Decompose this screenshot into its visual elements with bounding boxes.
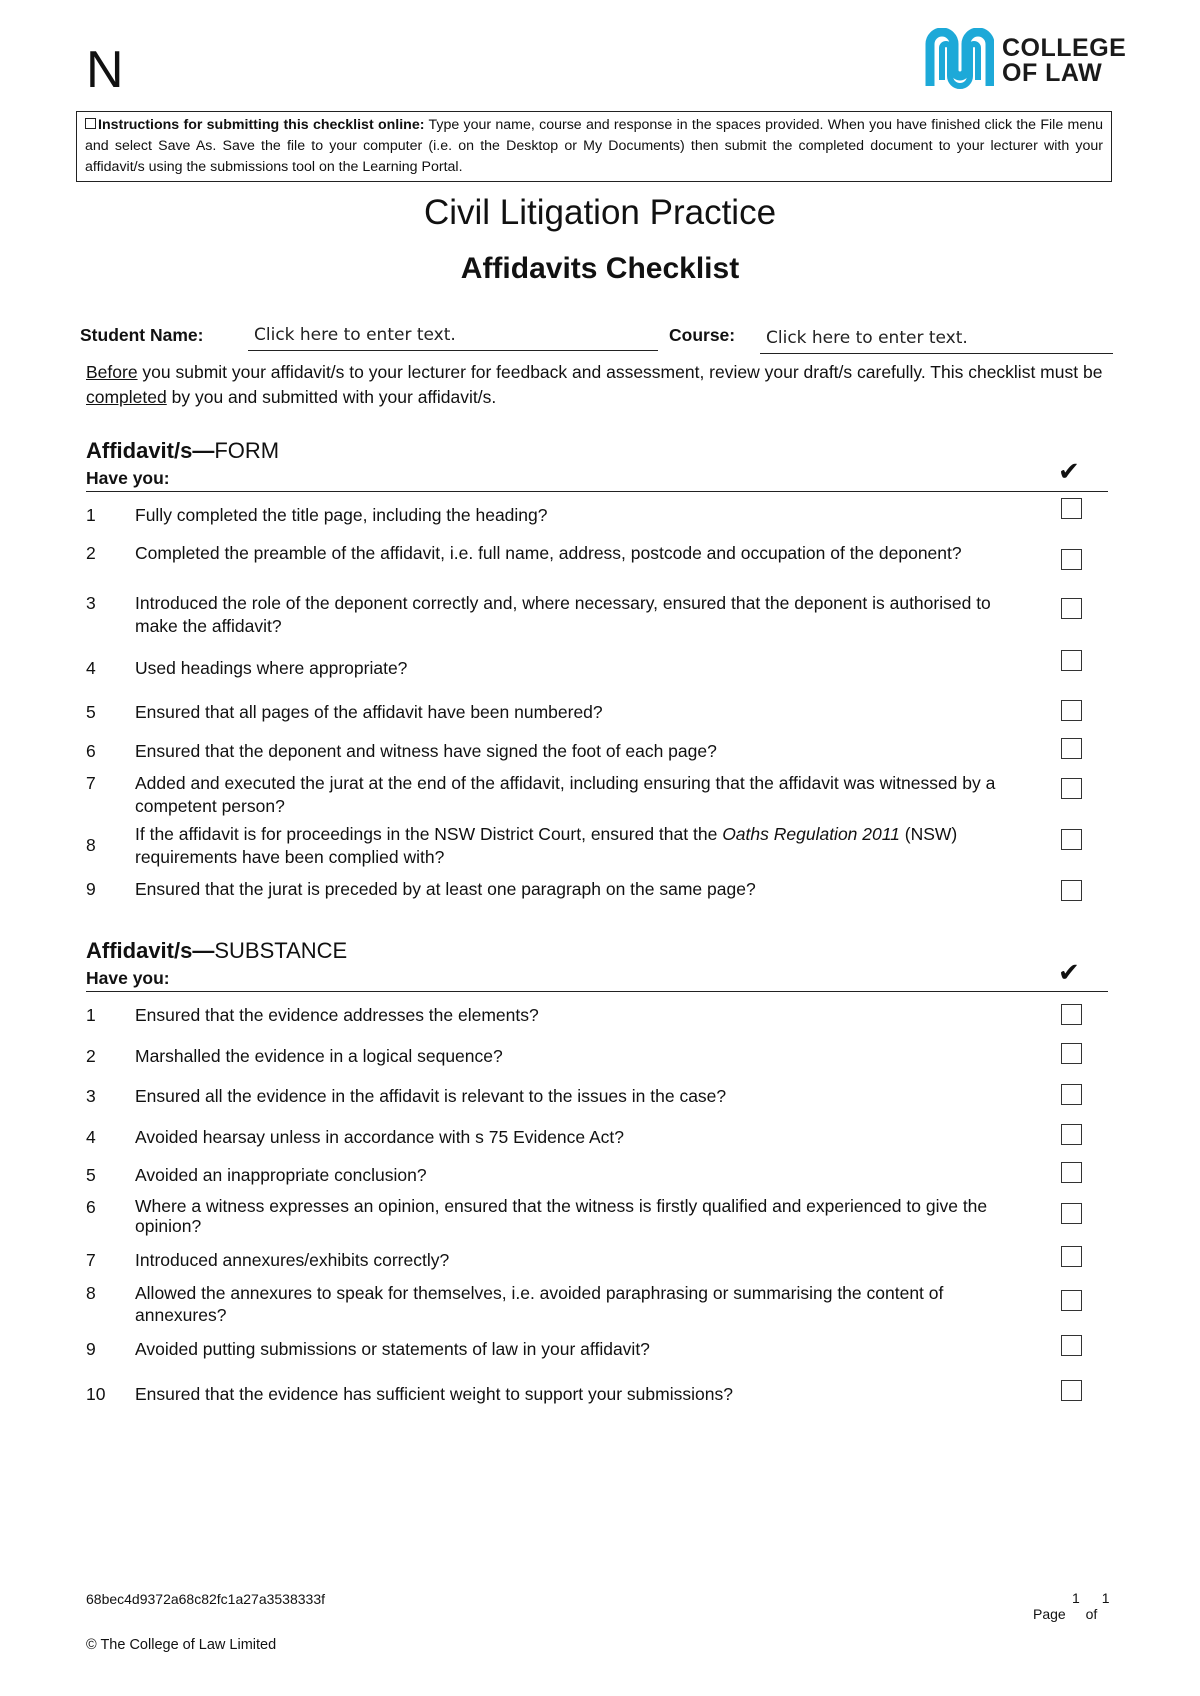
- form-item-text-part: If the affidavit is for proceedings in the NSW District Court, ensured that the: [135, 824, 723, 844]
- form-item-checkbox[interactable]: [1061, 778, 1082, 799]
- substance-item-num: 6: [86, 1197, 96, 1217]
- intro-paragraph: [86, 360, 1106, 410]
- form-item-num: 6: [86, 741, 96, 761]
- page-total: 1: [1101, 1590, 1110, 1606]
- form-item-text: Added and executed the jurat at the end of the affidavit, including ensuring that the affidavit was witnessed by a competent person?: [135, 773, 996, 816]
- form-divider: [86, 491, 1108, 492]
- substance-item-checkbox[interactable]: [1061, 1290, 1082, 1311]
- form-item-num: 1: [86, 505, 96, 525]
- form-item-checkbox[interactable]: [1061, 598, 1082, 619]
- form-item-num: 3: [86, 593, 96, 613]
- form-item-checkbox[interactable]: [1061, 880, 1082, 901]
- form-item-num: 4: [86, 658, 96, 678]
- substance-item-num: 1: [86, 1005, 96, 1025]
- form-item-num: 5: [86, 702, 96, 722]
- intro-completed: completed: [86, 387, 167, 407]
- substance-item-checkbox[interactable]: [1061, 1004, 1082, 1025]
- form-item-text: Introduced the role of the deponent correctly and, where necessary, ensured that the deponent is authorised to make the affidavit?: [135, 593, 991, 636]
- form-item-text: [135, 823, 1025, 869]
- logo-mark-icon: [924, 28, 994, 98]
- document-id: 68bec4d9372a68c82fc1a27a3538333f: [86, 1591, 326, 1607]
- form-item-checkbox[interactable]: [1061, 549, 1082, 570]
- substance-item-text: Ensured all the evidence in the affidavit is relevant to the issues in the case?: [135, 1086, 727, 1106]
- form-item-checkbox[interactable]: [1061, 650, 1082, 671]
- college-of-law-logo: [924, 28, 1127, 98]
- substance-tick-icon: ✔: [1058, 957, 1080, 987]
- substance-item-num: 4: [86, 1127, 96, 1147]
- course-label: Course:: [669, 325, 736, 345]
- page-subtitle: Affidavits Checklist: [460, 252, 740, 285]
- student-name-field[interactable]: Click here to enter text.: [248, 325, 658, 351]
- substance-item-text: Allowed the annexures to speak for themselves, i.e. avoided paraphrasing or summarising the content of annexures?: [135, 1283, 944, 1325]
- intro-part1: you submit your affidavit/s to your lecturer for feedback and assessment, review your draft/s carefully. This checklist must be: [137, 362, 1103, 382]
- logo-text-line2: OF LAW: [1002, 59, 1103, 87]
- substance-item-checkbox[interactable]: [1061, 1380, 1082, 1401]
- of-word: of: [1085, 1606, 1098, 1622]
- page-label: [1033, 1606, 1097, 1622]
- instructions-lead: Instructions for submitting this checklist online:: [98, 117, 425, 133]
- form-section-title-rest: FORM: [214, 438, 280, 463]
- substance-item-num: 7: [86, 1250, 96, 1270]
- logo-text-line1: COLLEGE: [1002, 34, 1127, 62]
- substance-item-text: Introduced annexures/exhibits correctly?: [135, 1250, 450, 1270]
- substance-item-checkbox[interactable]: [1061, 1043, 1082, 1064]
- form-have-you: Have you:: [86, 468, 170, 488]
- form-item-checkbox[interactable]: [1061, 498, 1082, 519]
- form-item-checkbox[interactable]: [1061, 738, 1082, 759]
- instructions-checkbox-icon: [85, 118, 96, 129]
- substance-item-checkbox[interactable]: [1061, 1124, 1082, 1145]
- form-item-text: Ensured that the deponent and witness have signed the foot of each page?: [135, 741, 717, 761]
- form-item-text: Completed the preamble of the affidavit, i.e. full name, address, postcode and occupation of the deponent?: [135, 543, 962, 563]
- form-item-num: 9: [86, 879, 96, 899]
- page-current: 1: [1072, 1590, 1080, 1606]
- substance-item-text: Avoided an inappropriate conclusion?: [135, 1165, 427, 1185]
- substance-item-text: Avoided putting submissions or statements of law in your affidavit?: [135, 1339, 650, 1359]
- page-numbers: [1072, 1590, 1109, 1606]
- page-word: Page: [1033, 1606, 1066, 1622]
- substance-item-text: Ensured that the evidence addresses the elements?: [135, 1005, 539, 1025]
- substance-section-title-rest: SUBSTANCE: [214, 938, 348, 963]
- intro-before: Before: [86, 362, 138, 382]
- instructions-body: Type your name, course and response in the spaces provided. When you have finished click the File menu and select Save As. Save the file to your computer (i.e. on the Desktop or My Documents) then submit the completed document to your lecturer with your affidavit/s using the submissions tool on the Learning Portal.: [85, 117, 1103, 175]
- form-item-text: Fully completed the title page, including the heading?: [135, 505, 548, 525]
- substance-item-checkbox[interactable]: [1061, 1162, 1082, 1183]
- copyright: © The College of Law Limited: [86, 1637, 277, 1653]
- substance-item-text: Marshalled the evidence in a logical sequence?: [135, 1046, 503, 1066]
- form-item-num: 2: [86, 543, 96, 563]
- form-item-text: Ensured that the jurat is preceded by at least one paragraph on the same page?: [135, 879, 756, 899]
- form-section-title-bold: Affidavit/s—: [86, 438, 215, 463]
- corner-letter: N: [86, 41, 124, 99]
- form-item-text-part: (NSW) requirements have been complied with?: [135, 824, 958, 867]
- substance-item-checkbox[interactable]: [1061, 1203, 1082, 1224]
- form-item-num: 7: [86, 773, 96, 793]
- form-item-checkbox[interactable]: [1061, 829, 1082, 850]
- substance-item-num: 2: [86, 1046, 96, 1066]
- substance-item-text: Ensured that the evidence has sufficient weight to support your submissions?: [135, 1384, 733, 1404]
- substance-item-num: 9: [86, 1339, 96, 1359]
- form-item-num: 8: [86, 835, 96, 855]
- instructions-box: [76, 111, 1112, 182]
- form-item-text: Ensured that all pages of the affidavit have been numbered?: [135, 702, 603, 722]
- substance-item-checkbox[interactable]: [1061, 1246, 1082, 1267]
- intro-part2: by you and submitted with your affidavit/s.: [166, 387, 497, 407]
- substance-item-checkbox[interactable]: [1061, 1084, 1082, 1105]
- form-item-checkbox[interactable]: [1061, 700, 1082, 721]
- form-item-text: Used headings where appropriate?: [135, 658, 408, 678]
- substance-section-title: [86, 938, 347, 964]
- oaths-regulation-title: Oaths Regulation 2011: [722, 824, 900, 844]
- student-name-label: Student Name:: [80, 325, 204, 345]
- form-section-title: [86, 438, 279, 464]
- substance-divider: [86, 991, 1108, 992]
- substance-item-num: 5: [86, 1165, 96, 1185]
- substance-item-text: Avoided hearsay unless in accordance with s 75 Evidence Act?: [135, 1127, 625, 1147]
- substance-item-checkbox[interactable]: [1061, 1335, 1082, 1356]
- substance-item-num: 3: [86, 1086, 96, 1106]
- form-tick-icon: ✔: [1058, 456, 1080, 486]
- page-title: Civil Litigation Practice: [423, 193, 777, 232]
- substance-item-num: 10: [86, 1384, 106, 1404]
- substance-have-you: Have you:: [86, 968, 170, 988]
- substance-item-text: Where a witness expresses an opinion, ensured that the witness is firstly qualified and experienced to give the opinion?: [135, 1196, 988, 1236]
- course-field[interactable]: Click here to enter text.: [760, 328, 1113, 354]
- substance-item-num: 8: [86, 1283, 96, 1303]
- substance-section-title-bold: Affidavit/s—: [86, 938, 215, 963]
